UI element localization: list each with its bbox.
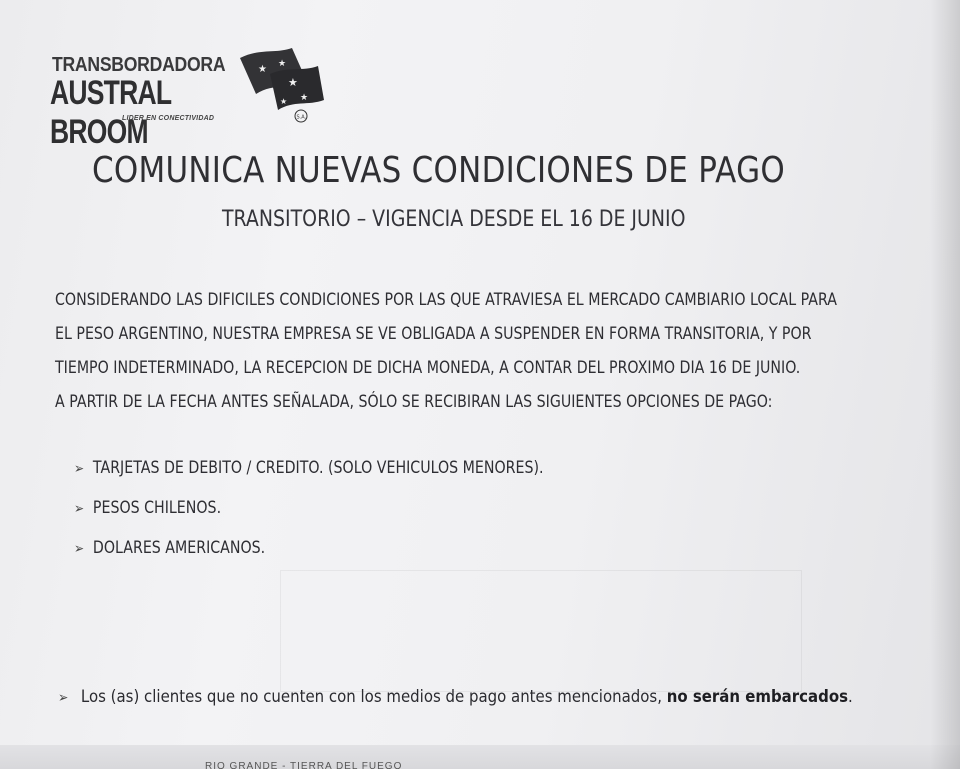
logo-tagline: LIDER EN CONECTIVIDAD xyxy=(122,115,215,122)
logo-badge: S.A. xyxy=(296,114,307,121)
payment-options-list xyxy=(74,458,620,578)
footer-warning xyxy=(58,687,853,707)
logo-line-1: TRANSBORDADORA xyxy=(52,54,226,76)
page-subtitle: TRANSITORIO – VIGENCIA DESDE EL 16 DE JUNIO xyxy=(222,207,686,232)
company-logo xyxy=(50,44,330,151)
paragraph-line: A PARTIR DE LA FECHA ANTES SEÑALADA, SÓLO SE RECIBIRAN LAS SIGUIENTES OPCIONES DE PAGO: xyxy=(55,392,773,411)
arrow-bullet-icon: ➢ xyxy=(74,461,85,477)
paragraph-line: EL PESO ARGENTINO, NUESTRA EMPRESA SE VE OBLIGADA A SUSPENDER EN FORMA TRANSITORIA, Y POR xyxy=(55,324,812,343)
footer-text: Los (as) clientes que no cuenten con los medios de pago antes mencionados, xyxy=(80,687,667,707)
footer-bold-text: no serán embarcados xyxy=(666,687,849,707)
option-label: TARJETAS DE DEBITO / CREDITO. (SOLO VEHICULOS MENORES). xyxy=(92,458,544,477)
arrow-bullet-icon: ➢ xyxy=(58,690,69,706)
bleed-through-table xyxy=(280,570,802,692)
bottom-strip-text: RIO GRANDE - TIERRA DEL FUEGO xyxy=(205,761,403,769)
svg-text:★: ★ xyxy=(258,64,267,75)
svg-text:★: ★ xyxy=(300,93,309,103)
flag-stars-icon xyxy=(230,44,330,128)
bottom-paper-strip xyxy=(0,745,960,769)
notice-paragraph xyxy=(55,283,924,419)
footer-end: . xyxy=(848,687,853,707)
option-label: PESOS CHILENOS. xyxy=(92,498,222,517)
list-item xyxy=(74,498,544,538)
arrow-bullet-icon: ➢ xyxy=(74,501,85,517)
svg-text:★: ★ xyxy=(278,59,287,69)
logo-line-2: AUSTRAL BROOM xyxy=(50,74,171,151)
arrow-bullet-icon: ➢ xyxy=(74,541,85,557)
paragraph-line: CONSIDERANDO LAS DIFICILES CONDICIONES POR LAS QUE ATRAVIESA EL MERCADO CAMBIARIO LOCAL PARA xyxy=(55,290,837,309)
list-item xyxy=(74,538,544,578)
option-label: DOLARES AMERICANOS. xyxy=(92,538,266,557)
page-title: COMUNICA NUEVAS CONDICIONES DE PAGO xyxy=(92,150,785,191)
paragraph-line: TIEMPO INDETERMINADO, LA RECEPCION DE DICHA MONEDA, A CONTAR DEL PROXIMO DIA 16 DE JUNIO. xyxy=(55,358,801,377)
edge-shadow xyxy=(930,0,960,769)
svg-text:★: ★ xyxy=(280,97,288,106)
svg-text:★: ★ xyxy=(288,76,298,89)
list-item xyxy=(74,458,544,498)
